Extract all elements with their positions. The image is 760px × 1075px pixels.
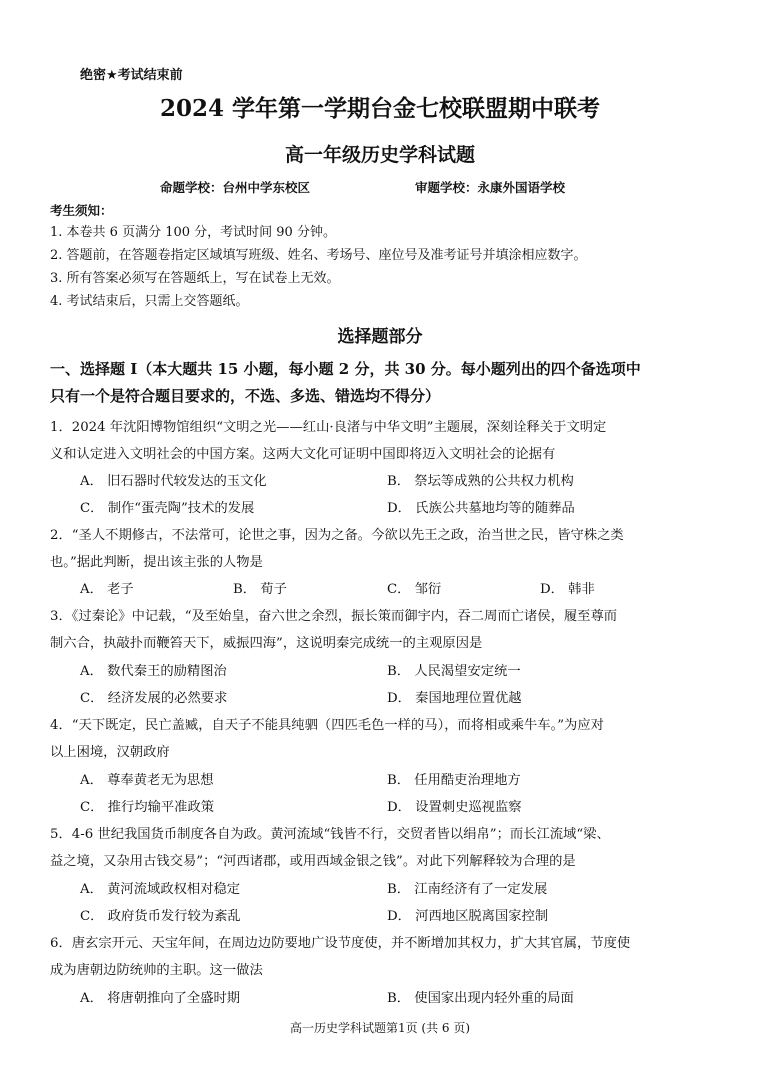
notice-item: 1. 本卷共 6 页满分 100 分，考试时间 90 分钟。 (50, 225, 336, 240)
notice-item: 4. 考试结束后，只需上交答题纸。 (50, 294, 249, 309)
question-4-stem: 4．“天下既定，民亡盖臧，自天子不能具纯驷（四匹毛色一样的马），而将相或乘牛车。”为应对 (50, 718, 604, 733)
question-5-option-c: C． 政府货币发行较为紊乱 (80, 909, 241, 924)
question-1-option-c: C． 制作“蛋壳陶”技术的发展 (80, 501, 255, 516)
setter-school: 命题学校：台州中学东校区 (160, 180, 311, 195)
part1-instructions: 只有一个是符合题目要求的，不选、多选、错选均不得分） (50, 387, 441, 405)
question-2-option-d: D． 韩非 (540, 582, 595, 597)
exam-subtitle: 高一年级历史学科试题 (284, 144, 475, 166)
question-3-option-d: D． 秦国地理位置优越 (387, 691, 522, 706)
question-6-option-a: A． 将唐朝推向了全盛时期 (80, 991, 241, 1006)
question-3-stem: 3．《过秦论》中记载，“及至始皇，奋六世之余烈，振长策而御宇内，吞二周而亡诸侯，履至尊而 (50, 609, 618, 624)
question-2-stem: 也。”据此判断，提出该主张的人物是 (50, 555, 263, 570)
question-2-option-b: B． 荀子 (233, 582, 287, 597)
question-1-option-d: D． 氏族公共墓地均等的随葬品 (387, 501, 575, 516)
question-2-option-a: A． 老子 (80, 582, 134, 597)
notice-heading: 考生须知： (50, 203, 113, 218)
question-2-stem: 2．“圣人不期修古，不法常可，论世之事，因为之备。今欲以先王之政，治当世之民，皆守株之类 (50, 528, 624, 543)
question-5-option-b: B． 江南经济有了一定发展 (387, 882, 548, 897)
question-5-option-a: A． 黄河流域政权相对稳定 (80, 882, 241, 897)
question-3-option-a: A． 数代秦王的励精图治 (80, 664, 227, 679)
page-footer: 高一历史学科试题第1页 (共 6 页) (289, 1021, 471, 1035)
question-6-option-b: B． 使国家出现内轻外重的局面 (387, 991, 574, 1006)
question-1-option-a: A． 旧石器时代较发达的玉文化 (80, 474, 267, 489)
question-3-option-b: B． 人民渴望安定统一 (387, 664, 521, 679)
question-6-stem: 6．唐玄宗开元、天宝年间，在周边边防要地广设节度使，并不断增加其权力，扩大其官属，节度使 (50, 936, 631, 951)
exam-title: 2024 学年第一学期台金七校联盟期中联考 (159, 95, 601, 122)
question-1-stem: 1．2024 年沈阳博物馆组织“文明之光——红山·良渚与中华文明”主题展，深刻诠释关于文明定 (50, 420, 607, 435)
question-3-option-c: C． 经济发展的必然要求 (80, 691, 228, 706)
part1-instructions: 一、选择题 I（本大题共 15 小题，每小题 2 分，共 30 分。每小题列出的四个备选项中 (50, 360, 641, 378)
notice-item: 3. 所有答案必须写在答题纸上，写在试卷上无效。 (50, 271, 340, 286)
question-4-stem: 以上困境，汉朝政府 (50, 745, 170, 760)
question-6-stem: 成为唐朝边防统帅的主职。这一做法 (50, 963, 263, 978)
question-3-stem: 制六合，执敲扑而鞭笞天下，威振四海”，这说明秦完成统一的主观原因是 (50, 636, 483, 651)
question-1-stem: 义和认定进入文明社会的中国方案。这两大文化可证明中国即将迈入文明社会的论据有 (50, 447, 556, 462)
question-4-option-d: D． 设置刺史巡视监察 (387, 800, 522, 815)
question-4-option-a: A． 尊奉黄老无为思想 (80, 773, 214, 788)
section-title: 选择题部分 (337, 327, 423, 347)
notice-item: 2. 答题前，在答题卷指定区域填写班级、姓名、考场号、座位号及准考证号并填涂相应数字。 (50, 248, 587, 263)
secret-label: 绝密★考试结束前 (80, 68, 183, 83)
reviewer-school: 审题学校：永康外国语学校 (415, 180, 566, 195)
question-5-stem: 5．4-6 世纪我国货币制度各自为政。黄河流域“钱皆不行，交贸者皆以绢帛”；而长江流域“梁、 (50, 827, 610, 842)
question-5-option-d: D． 河西地区脱离国家控制 (387, 909, 549, 924)
question-1-option-b: B． 祭坛等成熟的公共权力机构 (387, 474, 574, 489)
question-5-stem: 益之境，又杂用古钱交易”；“河西诸郡，或用西域金银之钱”。对此下列解释较为合理的是 (50, 854, 576, 869)
question-4-option-b: B． 任用酷吏治理地方 (387, 773, 521, 788)
question-2-option-c: C． 邹衍 (387, 582, 442, 597)
question-4-option-c: C． 推行均输平准政策 (80, 800, 215, 815)
